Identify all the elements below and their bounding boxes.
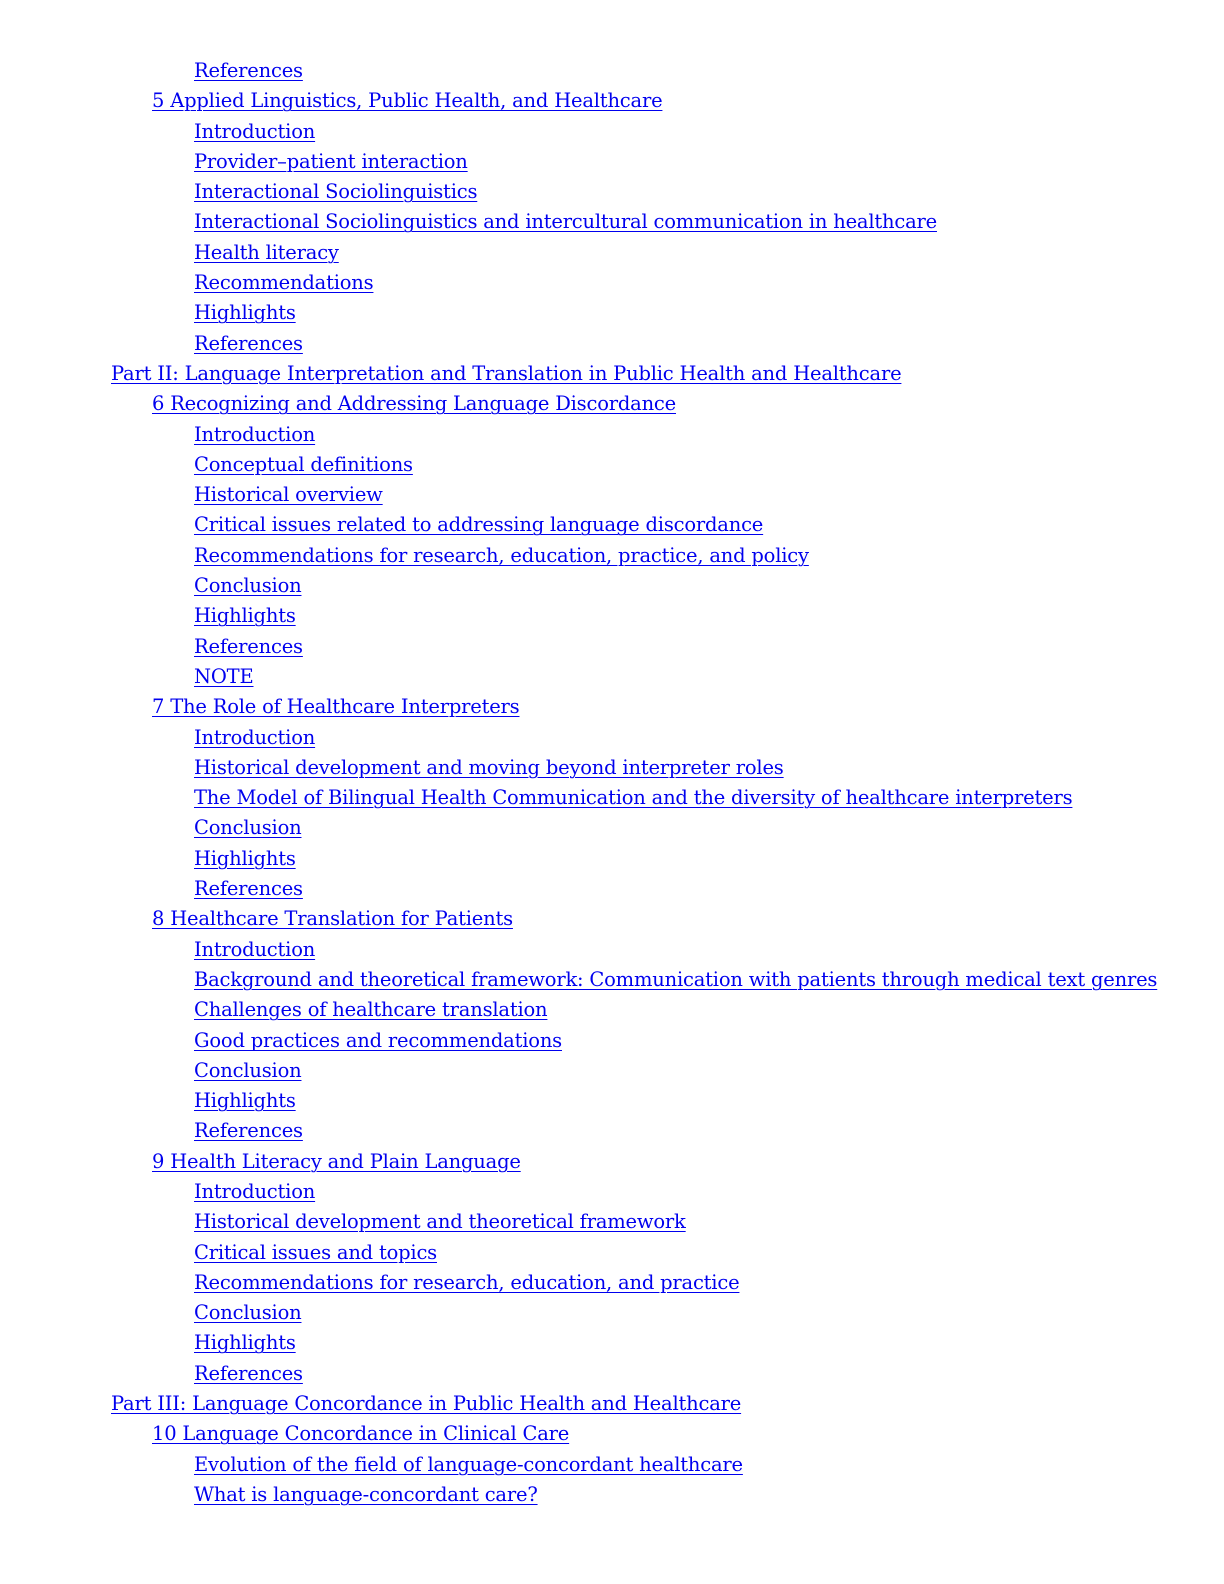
toc-section-link[interactable]: Historical development and moving beyond interpreter roles: [194, 755, 784, 779]
toc-section-link[interactable]: References: [194, 634, 303, 658]
toc-section-link[interactable]: Historical development and theoretical framework: [194, 1210, 686, 1234]
toc-section-link[interactable]: References: [194, 59, 303, 82]
toc-section-link[interactable]: What is language-concordant care?: [194, 1482, 538, 1506]
toc-section-link[interactable]: Introduction: [194, 937, 316, 961]
toc-section-link[interactable]: The Model of Bilingual Health Communication and the diversity of healthcare interpreters: [194, 786, 1073, 810]
toc-section-link[interactable]: Conclusion: [194, 816, 302, 840]
toc-section-link[interactable]: Introduction: [194, 725, 316, 749]
toc-section-link[interactable]: Interactional Sociolinguistics: [194, 180, 478, 204]
toc-section-link[interactable]: Recommendations for research, education, and practice: [194, 1270, 740, 1294]
toc-section-link[interactable]: Health literacy: [194, 240, 339, 264]
toc-section-link[interactable]: Good practices and recommendations: [194, 1028, 562, 1052]
toc-section-link[interactable]: Conclusion: [194, 574, 302, 598]
toc-part-link[interactable]: Part III: Language Concordance in Public Health and Healthcare: [111, 1392, 742, 1416]
toc-section-link[interactable]: Evolution of the field of language-concordant healthcare: [194, 1452, 743, 1476]
toc-section-link[interactable]: References: [194, 1361, 303, 1385]
toc-section-link[interactable]: Highlights: [194, 1089, 296, 1113]
toc-section-link[interactable]: Provider–patient interaction: [194, 149, 468, 173]
toc-chapter-link[interactable]: 10 Language Concordance in Clinical Care: [152, 1422, 570, 1446]
toc-chapter-link[interactable]: 9 Health Literacy and Plain Language: [152, 1149, 521, 1173]
toc-section-link[interactable]: Historical overview: [194, 483, 383, 507]
toc-chapter-link[interactable]: 5 Applied Linguistics, Public Health, and Healthcare: [152, 89, 663, 113]
toc-section-link[interactable]: References: [194, 877, 303, 901]
toc-chapter-link[interactable]: 6 Recognizing and Addressing Language Discordance: [152, 392, 676, 416]
toc-section-link[interactable]: Challenges of healthcare translation: [194, 998, 548, 1022]
toc-section-link[interactable]: References: [194, 1119, 303, 1143]
toc-section-link[interactable]: Introduction: [194, 119, 316, 143]
toc-chapter-link[interactable]: 7 The Role of Healthcare Interpreters: [152, 695, 520, 719]
toc-section-link[interactable]: Highlights: [194, 1331, 296, 1355]
toc-part-link[interactable]: Part II: Language Interpretation and Translation in Public Health and Healthcare: [111, 361, 902, 385]
toc-section-link[interactable]: Introduction: [194, 422, 316, 446]
toc-section-link[interactable]: Interactional Sociolinguistics and intercultural communication in healthcare: [194, 210, 937, 234]
toc-section-link[interactable]: Background and theoretical framework: Communication with patients through medical text genres: [194, 967, 1158, 991]
toc-section-link[interactable]: Critical issues and topics: [194, 1240, 437, 1264]
toc-section-link[interactable]: Recommendations for research, education, practice, and policy: [194, 543, 809, 567]
toc-section-link[interactable]: Highlights: [194, 301, 296, 325]
toc-section-link[interactable]: Recommendations: [194, 271, 374, 295]
toc-section-link[interactable]: Conceptual definitions: [194, 452, 413, 476]
toc-section-link[interactable]: NOTE: [194, 664, 254, 688]
toc-section-link[interactable]: Introduction: [194, 1179, 316, 1203]
toc-section-link[interactable]: Highlights: [194, 846, 296, 870]
toc-section-link[interactable]: Conclusion: [194, 1058, 302, 1082]
toc-section-link[interactable]: Highlights: [194, 604, 296, 628]
table-of-contents: [0, 56, 1224, 1510]
toc-chapter-link[interactable]: 8 Healthcare Translation for Patients: [152, 907, 513, 931]
toc-section-link[interactable]: References: [194, 331, 303, 355]
toc-section-link[interactable]: Critical issues related to addressing language discordance: [194, 513, 764, 537]
toc-section-link[interactable]: Conclusion: [194, 1301, 302, 1325]
